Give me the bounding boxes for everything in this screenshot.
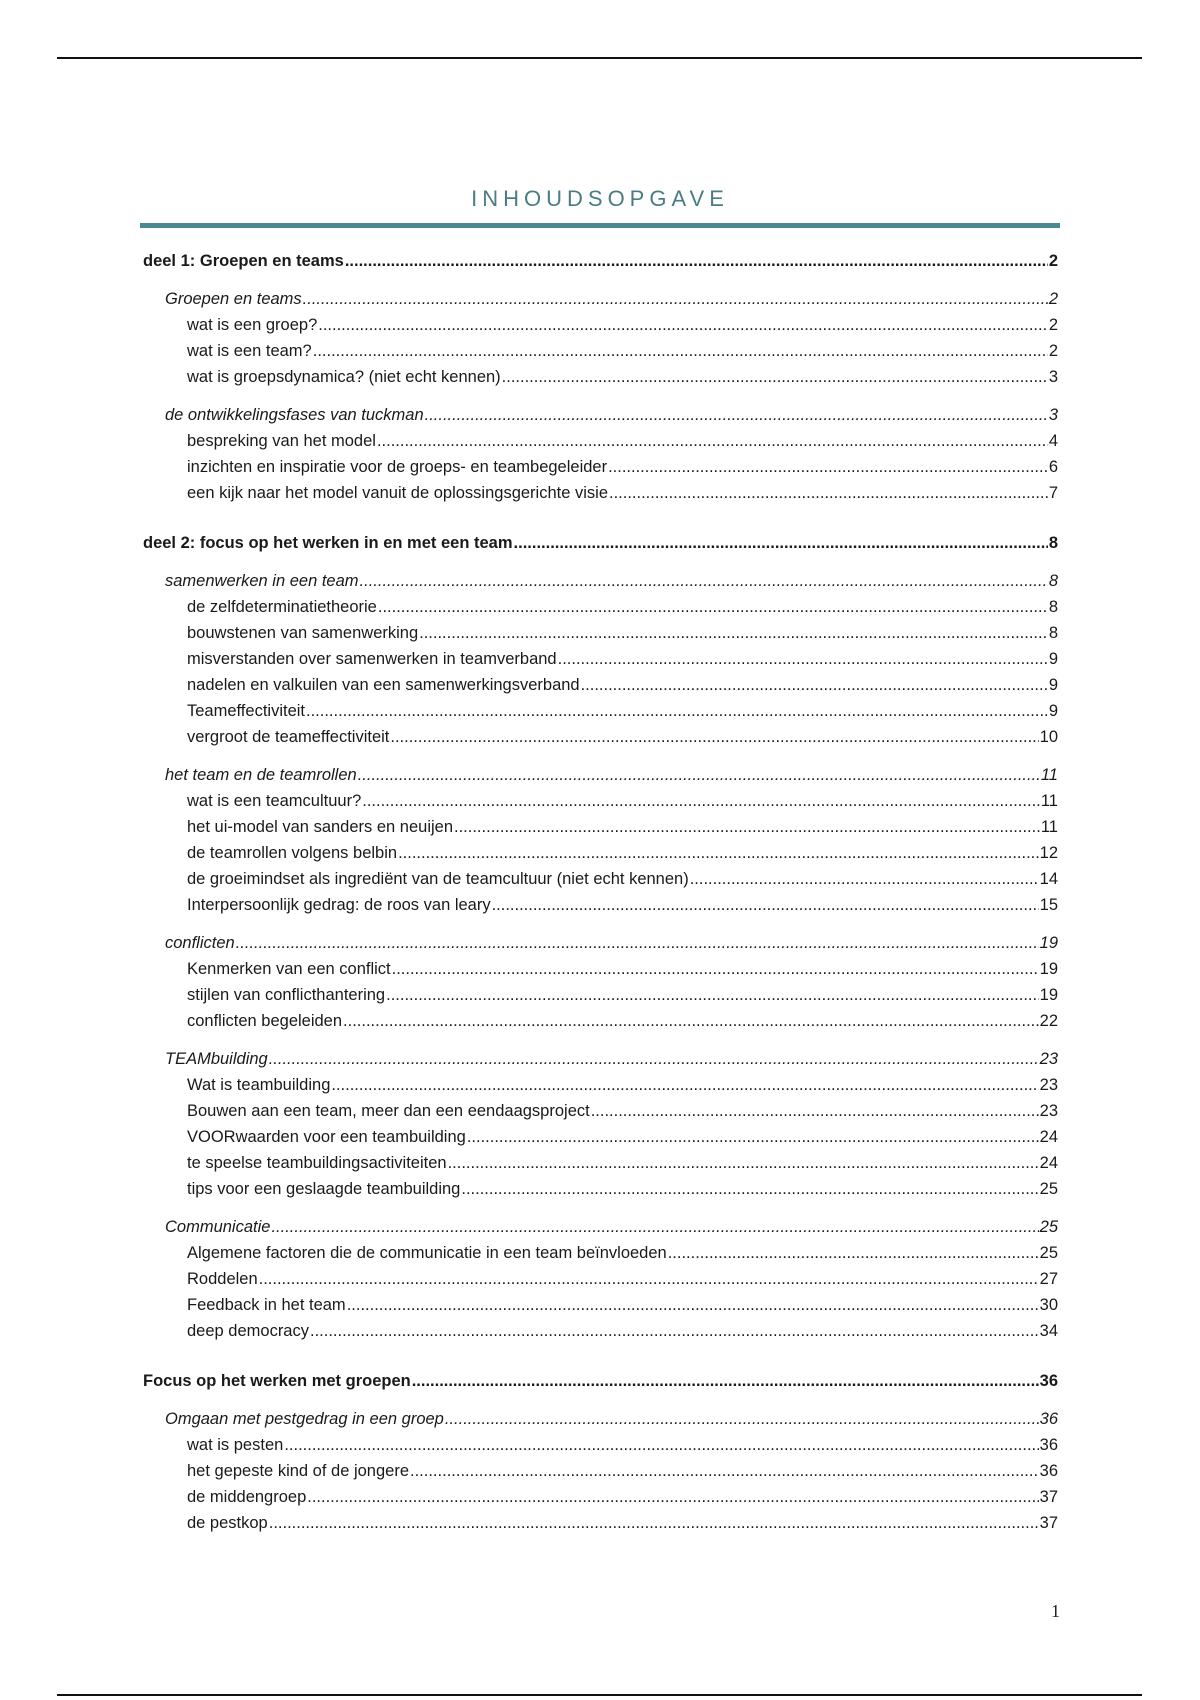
toc-entry-level-3[interactable] xyxy=(143,1266,1058,1292)
toc-entry-page: 34 xyxy=(1039,1322,1058,1340)
toc-entry-level-3[interactable] xyxy=(143,364,1058,390)
toc-entry-level-3[interactable] xyxy=(143,1240,1058,1266)
toc-entry-title: Interpersoonlijk gedrag: de roos van leary xyxy=(187,896,491,914)
toc-dot-leader xyxy=(581,672,1048,698)
toc-entry-title: Focus op het werken met groepen xyxy=(143,1372,411,1390)
toc-entry-title: de middengroep xyxy=(187,1488,307,1506)
toc-entry-level-3[interactable] xyxy=(143,428,1058,454)
toc-entry-page: 25 xyxy=(1039,1218,1058,1236)
toc-entry-level-3[interactable] xyxy=(143,620,1058,646)
toc-entry-title: misverstanden over samenwerken in teamverband xyxy=(187,650,557,668)
toc-dot-leader xyxy=(307,1484,1038,1510)
toc-entry-page: 30 xyxy=(1039,1296,1058,1314)
toc-dot-leader xyxy=(558,646,1048,672)
toc-entry-page: 2 xyxy=(1048,290,1058,308)
page-number: 1 xyxy=(1051,1601,1060,1621)
toc-entry-title: Kenmerken van een conflict xyxy=(187,960,391,978)
toc-entry-title: een kijk naar het model vanuit de oplossingsgerichte visie xyxy=(187,484,608,502)
toc-entry-title: stijlen van conflicthantering xyxy=(187,986,386,1004)
toc-entry-page: 24 xyxy=(1039,1154,1058,1172)
toc-entry-page: 22 xyxy=(1039,1012,1058,1030)
toc-entry-level-3[interactable] xyxy=(143,866,1058,892)
toc-dot-leader xyxy=(609,480,1048,506)
toc-entry-level-2[interactable] xyxy=(143,402,1058,428)
toc-entry-page: 11 xyxy=(1040,766,1058,784)
toc-entry-title: deep democracy xyxy=(187,1322,309,1340)
toc-entry-title: conflicten xyxy=(165,934,235,952)
toc-entry-page: 14 xyxy=(1039,870,1058,888)
title-underline xyxy=(140,223,1060,228)
toc-entry-level-3[interactable] xyxy=(143,672,1058,698)
toc-entry-title: vergroot de teameffectiviteit xyxy=(187,728,390,746)
toc-entry-title: het team en de teamrollen xyxy=(165,766,357,784)
toc-entry-page: 10 xyxy=(1039,728,1058,746)
toc-dot-leader xyxy=(492,892,1039,918)
footer-rule xyxy=(57,1694,1142,1696)
toc-dot-leader xyxy=(236,930,1039,956)
toc-entry-level-3[interactable] xyxy=(143,1176,1058,1202)
toc-entry-title: wat is pesten xyxy=(187,1436,284,1454)
toc-entry-level-3[interactable] xyxy=(143,724,1058,750)
toc-entry-page: 15 xyxy=(1039,896,1058,914)
toc-dot-leader xyxy=(386,982,1039,1008)
toc-entry-level-3[interactable] xyxy=(143,1510,1058,1536)
toc-entry-page: 36 xyxy=(1039,1372,1058,1390)
toc-entry-level-2[interactable] xyxy=(143,1046,1058,1072)
toc-entry-level-3[interactable] xyxy=(143,698,1058,724)
toc-entry-page: 8 xyxy=(1048,534,1058,552)
toc-entry-page: 27 xyxy=(1039,1270,1058,1288)
toc-entry-level-3[interactable] xyxy=(143,1458,1058,1484)
toc-entry-title: wat is een team? xyxy=(187,342,312,360)
toc-dot-leader xyxy=(269,1510,1039,1536)
toc-entry-title: Feedback in het team xyxy=(187,1296,346,1314)
toc-entry-page: 19 xyxy=(1039,934,1058,952)
toc-entry-level-2[interactable] xyxy=(143,930,1058,956)
toc-dot-leader xyxy=(331,1072,1038,1098)
toc-entry-level-3[interactable] xyxy=(143,646,1058,672)
toc-entry-page: 2 xyxy=(1048,252,1058,270)
toc-entry-page: 4 xyxy=(1048,432,1058,450)
toc-entry-title: de zelfdeterminatietheorie xyxy=(187,598,377,616)
toc-entry-title: conflicten begeleiden xyxy=(187,1012,343,1030)
toc-dot-leader xyxy=(360,568,1048,594)
toc-entry-level-3[interactable] xyxy=(143,312,1058,338)
toc-entry-page: 23 xyxy=(1039,1076,1058,1094)
toc-dot-leader xyxy=(412,1368,1039,1394)
toc-entry-page: 37 xyxy=(1039,1488,1058,1506)
toc-dot-leader xyxy=(448,1150,1039,1176)
toc-dot-leader xyxy=(310,1318,1039,1344)
toc-dot-leader xyxy=(398,840,1039,866)
toc-entry-title: de teamrollen volgens belbin xyxy=(187,844,398,862)
toc-entry-level-3[interactable] xyxy=(143,956,1058,982)
toc-entry-title: Teameffectiviteit xyxy=(187,702,305,720)
toc-entry-title: inzichten en inspiratie voor de groeps- en teambegeleider xyxy=(187,458,608,476)
toc-entry-page: 37 xyxy=(1039,1514,1058,1532)
toc-entry-page: 7 xyxy=(1048,484,1058,502)
toc-entry-level-3[interactable] xyxy=(143,1292,1058,1318)
toc-entry-level-2[interactable] xyxy=(143,1214,1058,1240)
toc-dot-leader xyxy=(690,866,1039,892)
toc-dot-leader xyxy=(271,1214,1038,1240)
toc-entry-page: 25 xyxy=(1039,1244,1058,1262)
toc-entry-title: de groeimindset als ingrediënt van de teamcultuur (niet echt kennen) xyxy=(187,870,689,888)
toc-entry-page: 9 xyxy=(1048,702,1058,720)
toc-entry-title: nadelen en valkuilen van een samenwerkingsverband xyxy=(187,676,580,694)
toc-entry-level-3[interactable] xyxy=(143,1432,1058,1458)
toc-entry-page: 9 xyxy=(1048,650,1058,668)
page-title: INHOUDSOPGAVE xyxy=(471,186,729,211)
toc-entry-level-3[interactable] xyxy=(143,1484,1058,1510)
toc-entry-title: bespreking van het model xyxy=(187,432,376,450)
toc-entry-page: 11 xyxy=(1040,818,1058,836)
toc-entry-title: Algemene factoren die de communicatie in een team beïnvloeden xyxy=(187,1244,667,1262)
toc-entry-title: Omgaan met pestgedrag in een groep xyxy=(165,1410,444,1428)
toc-entry-level-2[interactable] xyxy=(143,1406,1058,1432)
toc-entry-page: 3 xyxy=(1048,368,1058,386)
toc-entry-title: wat is een groep? xyxy=(187,316,318,334)
toc-entry-level-3[interactable] xyxy=(143,1124,1058,1150)
table-of-contents xyxy=(143,248,1058,1536)
toc-entry-level-1[interactable] xyxy=(143,1368,1058,1394)
toc-dot-leader xyxy=(259,1266,1039,1292)
toc-entry-title: wat is groepsdynamica? (niet echt kennen) xyxy=(187,368,501,386)
toc-entry-level-3[interactable] xyxy=(143,1150,1058,1176)
toc-entry-page: 8 xyxy=(1048,572,1058,590)
toc-dot-leader xyxy=(514,530,1048,556)
toc-entry-title: het ui-model van sanders en neuijen xyxy=(187,818,454,836)
toc-entry-title: bouwstenen van samenwerking xyxy=(187,624,419,642)
toc-dot-leader xyxy=(454,814,1040,840)
toc-entry-page: 36 xyxy=(1039,1462,1058,1480)
toc-dot-leader xyxy=(343,1008,1039,1034)
toc-entry-page: 12 xyxy=(1039,844,1058,862)
toc-entry-level-3[interactable] xyxy=(143,1008,1058,1034)
toc-dot-leader xyxy=(306,698,1048,724)
toc-entry-level-3[interactable] xyxy=(143,1318,1058,1344)
toc-dot-leader xyxy=(461,1176,1038,1202)
toc-dot-leader xyxy=(467,1124,1039,1150)
toc-entry-page: 2 xyxy=(1048,316,1058,334)
toc-entry-title: Bouwen aan een team, meer dan een eendaagsproject xyxy=(187,1102,590,1120)
toc-entry-title: Wat is teambuilding xyxy=(187,1076,331,1094)
toc-entry-level-3[interactable] xyxy=(143,814,1058,840)
toc-dot-leader xyxy=(425,402,1048,428)
toc-dot-leader xyxy=(668,1240,1039,1266)
toc-entry-page: 19 xyxy=(1039,986,1058,1004)
toc-dot-leader xyxy=(608,454,1048,480)
toc-entry-level-3[interactable] xyxy=(143,788,1058,814)
toc-entry-page: 3 xyxy=(1048,406,1058,424)
toc-entry-level-1[interactable] xyxy=(143,248,1058,274)
toc-entry-level-3[interactable] xyxy=(143,982,1058,1008)
toc-dot-leader xyxy=(284,1432,1038,1458)
toc-entry-page: 23 xyxy=(1039,1102,1058,1120)
toc-entry-title: Groepen en teams xyxy=(165,290,302,308)
toc-entry-title: tips voor een geslaagde teambuilding xyxy=(187,1180,461,1198)
toc-dot-leader xyxy=(445,1406,1039,1432)
toc-entry-level-1[interactable] xyxy=(143,530,1058,556)
toc-entry-title: het gepeste kind of de jongere xyxy=(187,1462,410,1480)
toc-entry-level-3[interactable] xyxy=(143,480,1058,506)
toc-entry-level-3[interactable] xyxy=(143,454,1058,480)
toc-entry-level-3[interactable] xyxy=(143,338,1058,364)
toc-entry-title: Communicatie xyxy=(165,1218,271,1236)
toc-entry-page: 8 xyxy=(1048,598,1058,616)
toc-entry-title: samenwerken in een team xyxy=(165,572,359,590)
toc-dot-leader xyxy=(419,620,1048,646)
toc-entry-title: deel 1: Groepen en teams xyxy=(143,252,344,270)
toc-entry-title: TEAMbuilding xyxy=(165,1050,268,1068)
toc-entry-page: 9 xyxy=(1048,676,1058,694)
toc-dot-leader xyxy=(303,286,1048,312)
toc-entry-level-3[interactable] xyxy=(143,594,1058,620)
toc-entry-page: 36 xyxy=(1039,1410,1058,1428)
toc-entry-page: 24 xyxy=(1039,1128,1058,1146)
toc-dot-leader xyxy=(502,364,1048,390)
toc-entry-title: VOORwaarden voor een teambuilding xyxy=(187,1128,466,1146)
toc-dot-leader xyxy=(377,428,1048,454)
toc-entry-page: 11 xyxy=(1040,792,1058,810)
toc-dot-leader xyxy=(318,312,1048,338)
toc-entry-page: 2 xyxy=(1048,342,1058,360)
toc-entry-level-3[interactable] xyxy=(143,892,1058,918)
toc-entry-title: te speelse teambuildingsactiviteiten xyxy=(187,1154,447,1172)
toc-dot-leader xyxy=(392,956,1039,982)
toc-entry-page: 36 xyxy=(1039,1436,1058,1454)
toc-entry-level-3[interactable] xyxy=(143,1072,1058,1098)
toc-dot-leader xyxy=(362,788,1040,814)
header-rule xyxy=(57,57,1142,59)
toc-entry-page: 8 xyxy=(1048,624,1058,642)
toc-dot-leader xyxy=(358,762,1040,788)
toc-entry-page: 19 xyxy=(1039,960,1058,978)
toc-entry-level-3[interactable] xyxy=(143,840,1058,866)
toc-entry-page: 23 xyxy=(1039,1050,1058,1068)
toc-dot-leader xyxy=(269,1046,1039,1072)
toc-entry-level-2[interactable] xyxy=(143,762,1058,788)
toc-dot-leader xyxy=(313,338,1048,364)
toc-entry-level-2[interactable] xyxy=(143,286,1058,312)
toc-entry-page: 25 xyxy=(1039,1180,1058,1198)
toc-dot-leader xyxy=(410,1458,1039,1484)
toc-entry-title: de pestkop xyxy=(187,1514,268,1532)
toc-dot-leader xyxy=(390,724,1038,750)
toc-dot-leader xyxy=(591,1098,1039,1124)
toc-entry-title: Roddelen xyxy=(187,1270,258,1288)
toc-entry-title: wat is een teamcultuur? xyxy=(187,792,362,810)
toc-dot-leader xyxy=(347,1292,1039,1318)
toc-entry-title: de ontwikkelingsfases van tuckman xyxy=(165,406,424,424)
toc-dot-leader xyxy=(345,248,1048,274)
toc-entry-level-2[interactable] xyxy=(143,568,1058,594)
toc-dot-leader xyxy=(378,594,1048,620)
toc-entry-level-3[interactable] xyxy=(143,1098,1058,1124)
toc-entry-page: 6 xyxy=(1048,458,1058,476)
toc-entry-title: deel 2: focus op het werken in en met een team xyxy=(143,534,513,552)
